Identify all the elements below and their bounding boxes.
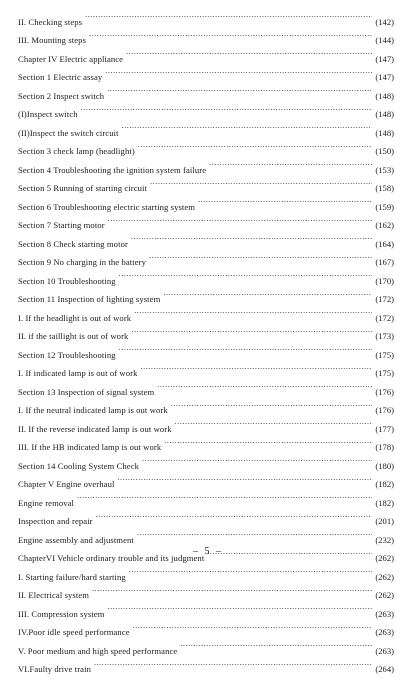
toc-dot-leader — [119, 265, 373, 284]
toc-entry-page: (262) — [375, 553, 394, 563]
toc-dot-leader — [171, 395, 373, 414]
toc-entry-title: Section 9 No charging in the battery — [18, 257, 147, 267]
toc-dot-leader — [94, 654, 372, 673]
toc-entry-page: (201) — [375, 516, 394, 526]
toc-entry-title: Section 8 Check starting motor — [18, 238, 128, 249]
toc-entry-page: (148) — [375, 127, 394, 138]
toc-entry-title: V. Poor medium and high speed performance — [18, 645, 178, 656]
table-of-contents — [18, 6, 394, 672]
toc-entry-page: (144) — [375, 35, 394, 45]
toc-entry-page: (182) — [375, 479, 394, 489]
toc-dot-leader — [163, 284, 372, 303]
toc-entry-title: I. Starting failure/hard starting — [18, 571, 126, 582]
toc-entry-page: (182) — [375, 497, 394, 508]
toc-entry-title: Section 6 Troubleshooting electric starting system — [18, 201, 196, 212]
toc-entry-page: (142) — [375, 16, 394, 27]
toc-entry-page: (150) — [375, 146, 394, 156]
toc-entry-title: II. Electrical system — [18, 590, 90, 600]
toc-dot-leader — [134, 302, 372, 321]
toc-entry-title: II. Checking steps — [18, 16, 83, 27]
toc-entry-page: (177) — [375, 423, 394, 434]
toc-dot-leader — [131, 228, 372, 247]
toc-entry-page: (147) — [375, 53, 394, 64]
toc-entry-title: Section 11 Inspection of lighting system — [18, 294, 161, 304]
toc-dot-leader — [133, 617, 373, 636]
toc-entry-title: Section 5 Running of starting circuit — [18, 183, 148, 193]
toc-entry-page: (172) — [375, 294, 394, 304]
toc-dot-leader — [149, 247, 372, 266]
toc-dot-leader — [209, 154, 372, 173]
toc-entry-page: (170) — [375, 275, 394, 286]
toc-entry-title: II. If the reverse indicated lamp is out work — [18, 423, 172, 434]
toc-entry-page: (180) — [375, 460, 394, 471]
toc-dot-leader — [77, 487, 372, 506]
toc-entry-title: Section 1 Electric assay — [18, 72, 103, 82]
toc-entry-page: (175) — [375, 368, 394, 378]
toc-entry-title: Inspection and repair — [18, 516, 93, 526]
toc-entry-title: Chapter IV Electric appliance — [18, 53, 124, 64]
toc-entry-page: (175) — [375, 349, 394, 360]
toc-dot-leader — [105, 62, 372, 81]
toc-entry-page: (232) — [375, 534, 394, 545]
toc-entry-title: I. If indicated lamp is out of work — [18, 368, 138, 378]
toc-entry-title: IV.Poor idle speed performance — [18, 627, 130, 637]
toc-entry-page: (158) — [375, 183, 394, 193]
toc-entry-page: (176) — [375, 386, 394, 397]
toc-dot-leader — [85, 6, 372, 25]
toc-entry-page: (148) — [375, 109, 394, 119]
toc-entry-title: Engine assembly and adjustment — [18, 534, 134, 545]
toc-entry-page: (178) — [375, 442, 394, 452]
toc-entry-title: III. Mounting steps — [18, 35, 87, 45]
toc-entry-page: (173) — [375, 331, 394, 341]
toc-dot-leader — [164, 432, 372, 451]
toc-entry-title: III. Compression system — [18, 608, 105, 619]
toc-entry-title: I. If the headlight is out of work — [18, 312, 132, 323]
toc-entry-title: I. If the neutral indicated lamp is out work — [18, 405, 168, 415]
toc-entry-title: Chapter V Engine overhaul — [18, 479, 115, 489]
toc-dot-leader — [131, 321, 372, 340]
toc-dot-leader — [137, 524, 372, 543]
toc-dot-leader — [92, 580, 372, 599]
toc-entry-page: (263) — [375, 608, 394, 619]
toc-entry-title: Section 12 Troubleshooting — [18, 349, 116, 360]
toc-entry-page: (162) — [375, 220, 394, 230]
toc-dot-leader — [129, 561, 373, 580]
toc-dot-leader — [117, 469, 372, 488]
toc-entry-page: (147) — [375, 72, 394, 82]
toc-entry-title: Section 10 Troubleshooting — [18, 275, 116, 286]
toc-dot-leader — [198, 191, 372, 210]
toc-dot-leader — [141, 358, 373, 377]
toc-dot-leader — [126, 43, 372, 62]
toc-entry-title: Section 7 Starting motor — [18, 220, 105, 230]
toc-dot-leader — [119, 339, 373, 358]
toc-entry-title: VI.Faulty drive train — [18, 664, 91, 674]
toc-entry-title: Engine removal — [18, 497, 75, 508]
toc-entry-title: Section 2 Inspect switch — [18, 90, 105, 101]
toc-entry-page: (176) — [375, 405, 394, 415]
toc-entry-title: Section 14 Cooling System Check — [18, 460, 140, 471]
toc-entry-title: III. If the HB indicated lamp is out work — [18, 442, 162, 452]
toc-entry-title: Section 4 Troubleshooting the ignition system failure — [18, 164, 207, 175]
toc-dot-leader — [138, 136, 373, 155]
toc-dot-leader — [175, 413, 373, 432]
toc-entry-page: (263) — [375, 627, 394, 637]
page-number: – 5 – — [193, 546, 223, 557]
toc-entry-page: (153) — [375, 164, 394, 175]
toc-entry-title: (I)Inspect switch — [18, 109, 78, 119]
toc-dot-leader — [142, 450, 372, 469]
toc-entry-title: II. if the taillight is out of work — [18, 331, 129, 341]
toc-entry-page: (262) — [375, 571, 394, 582]
toc-entry-page: (148) — [375, 90, 394, 101]
toc-entry-title: (II)Inspect the switch circuit — [18, 127, 119, 138]
toc-dot-leader — [150, 173, 372, 192]
toc-entry-page: (159) — [375, 201, 394, 212]
toc-dot-leader — [89, 25, 372, 44]
toc-entry-page: (263) — [375, 645, 394, 656]
toc-entry-title: ChapterVI Vehicle ordinary trouble and its judgment — [18, 553, 205, 563]
toc-entry-page: (164) — [375, 238, 394, 249]
toc-dot-leader — [157, 376, 372, 395]
toc-dot-leader — [108, 210, 373, 229]
toc-dot-leader — [81, 99, 373, 118]
toc-entry-page: (262) — [375, 590, 394, 600]
toc-entry-page: (167) — [375, 257, 394, 267]
toc-entry-page: (172) — [375, 312, 394, 323]
toc-dot-leader — [180, 635, 372, 654]
toc-entry-page: (264) — [375, 664, 394, 674]
toc-dot-leader — [96, 506, 373, 525]
toc-dot-leader — [122, 117, 373, 136]
toc-dot-leader — [108, 598, 373, 617]
toc-dot-leader — [107, 80, 372, 99]
toc-entry-title: Section 13 Inspection of signal system — [18, 386, 155, 397]
toc-entry — [18, 6, 394, 25]
toc-entry-title: Section 3 check lamp (headlight) — [18, 146, 135, 156]
